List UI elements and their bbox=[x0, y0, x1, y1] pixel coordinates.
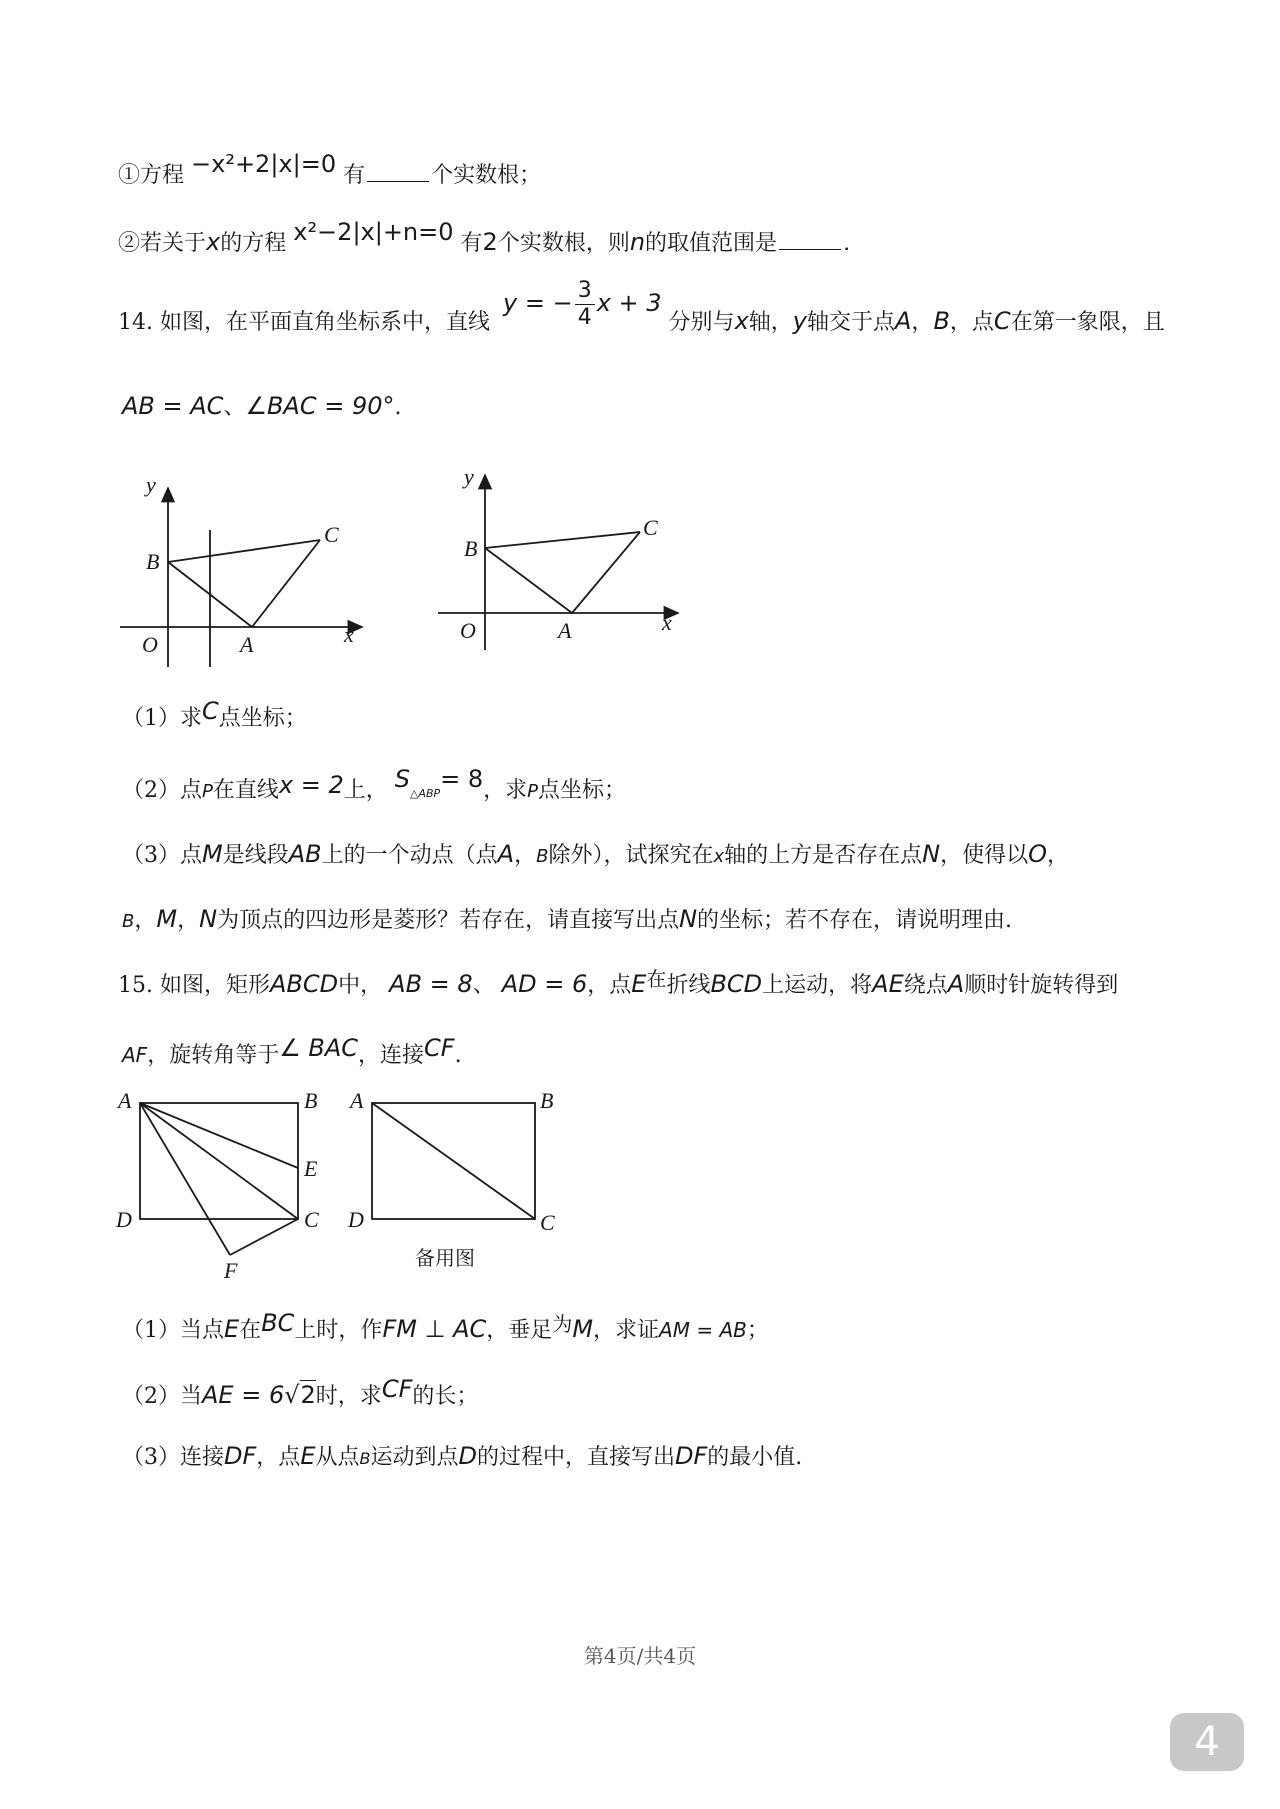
q15-sub2 bbox=[122, 1375, 479, 1410]
question-number: 14. bbox=[118, 309, 153, 335]
fig2-label-B: B bbox=[464, 536, 478, 561]
math: AB = AC bbox=[122, 392, 224, 420]
text: ， bbox=[911, 309, 934, 335]
math: A bbox=[497, 840, 515, 868]
text: 时，求 bbox=[315, 1384, 382, 1409]
math: M bbox=[572, 1315, 594, 1343]
text: 的坐标；若不存在，请说明理由. bbox=[697, 908, 1013, 933]
math: A bbox=[895, 306, 912, 335]
text: 在第一象限，且 bbox=[1010, 309, 1165, 335]
q14-sub3-line2 bbox=[122, 905, 1012, 934]
line-equation bbox=[503, 278, 662, 332]
math: y bbox=[792, 306, 807, 335]
segment-BA bbox=[485, 548, 572, 613]
text: ，求证 bbox=[593, 1318, 660, 1343]
q14-sub1 bbox=[122, 697, 307, 732]
fig-label-A: A bbox=[118, 1088, 132, 1113]
text: 上运动，将 bbox=[762, 973, 873, 998]
text: 为顶点的四边形是菱形？若存在，请直接写出点 bbox=[217, 908, 680, 933]
text: ②若关于 bbox=[118, 231, 207, 256]
answer-blank bbox=[367, 163, 429, 182]
text: （3）连接 bbox=[122, 1445, 224, 1470]
denominator: 4 bbox=[577, 305, 592, 331]
text: （2）当 bbox=[122, 1384, 202, 1409]
fig1-label-C: C bbox=[324, 522, 339, 547]
text: 顺时针旋转得到 bbox=[964, 973, 1119, 998]
math: C bbox=[993, 306, 1011, 335]
segment-AC bbox=[572, 532, 640, 613]
radicand: 2 bbox=[300, 1381, 316, 1409]
math: P bbox=[527, 781, 539, 802]
math: 2 bbox=[482, 228, 498, 256]
segment-BC bbox=[485, 532, 640, 548]
q14-sub2 bbox=[122, 765, 627, 804]
math: DF bbox=[675, 1442, 708, 1470]
text: 分别与 bbox=[668, 309, 735, 335]
fig1-label-x: x bbox=[344, 622, 354, 647]
text: 点坐标； bbox=[218, 706, 307, 731]
math: B bbox=[536, 846, 549, 867]
spare-label-A: A bbox=[350, 1088, 364, 1113]
math: AB bbox=[288, 840, 322, 868]
text: 上， bbox=[343, 778, 388, 803]
text: ，使得以 bbox=[940, 843, 1029, 868]
text: ，垂足 bbox=[486, 1318, 553, 1343]
fig2-label-C: C bbox=[643, 515, 658, 540]
text: 中， bbox=[338, 973, 383, 998]
math: = 8 bbox=[440, 765, 484, 793]
q14-sub3-line1 bbox=[122, 840, 1069, 869]
text: ， bbox=[177, 908, 200, 933]
q14-figures bbox=[110, 470, 690, 680]
math: E bbox=[300, 1442, 316, 1470]
segment-AF bbox=[140, 1103, 230, 1255]
question-number: 15. bbox=[118, 973, 153, 998]
diagonal-AC bbox=[140, 1103, 298, 1219]
text: 的方程 bbox=[220, 231, 287, 256]
math: x bbox=[206, 228, 221, 256]
math: x = 2 bbox=[278, 771, 344, 799]
math: E bbox=[224, 1315, 240, 1343]
q14-stem bbox=[118, 278, 1165, 350]
text: 如图，在平面直角坐标系中，直线 bbox=[160, 309, 491, 335]
math: O bbox=[1028, 840, 1047, 868]
math: y = − bbox=[503, 288, 573, 317]
text: （3）点 bbox=[122, 843, 202, 868]
text: . bbox=[454, 1043, 462, 1068]
answer-blank bbox=[779, 231, 841, 250]
text: 上的一个动点（点 bbox=[321, 843, 498, 868]
sqrt-sign: √ bbox=[284, 1381, 300, 1409]
text: ， bbox=[1046, 843, 1069, 868]
math: AB = 8 bbox=[389, 970, 473, 998]
math: CF bbox=[381, 1375, 413, 1403]
text: . bbox=[843, 231, 851, 256]
math: P bbox=[202, 781, 213, 802]
math: B bbox=[359, 1449, 371, 1468]
math: x bbox=[734, 306, 749, 335]
text: 轴交于点 bbox=[806, 309, 895, 335]
text: 在直线 bbox=[212, 778, 279, 803]
math: D bbox=[458, 1442, 477, 1470]
fig2-label-O: O bbox=[460, 618, 476, 643]
math: BCD bbox=[710, 970, 763, 998]
q15-sub3 bbox=[122, 1442, 802, 1471]
math: N bbox=[922, 840, 941, 868]
equation: x²−2|x|+n=0 bbox=[293, 218, 454, 246]
text: ，点 bbox=[256, 1445, 301, 1470]
math: CF bbox=[424, 1034, 455, 1062]
text: 运动到点 bbox=[370, 1445, 459, 1470]
fig2-label-x: x bbox=[662, 610, 672, 635]
fig1-label-y: y bbox=[146, 472, 156, 497]
text: 、 bbox=[223, 395, 246, 420]
math: E bbox=[631, 970, 647, 998]
q13-part2 bbox=[118, 218, 851, 257]
math: M bbox=[202, 840, 223, 868]
text: 的过程中，直接写出 bbox=[476, 1445, 675, 1470]
q15-sub1 bbox=[122, 1309, 769, 1344]
math: BC bbox=[261, 1309, 295, 1337]
segment-AC bbox=[252, 540, 320, 627]
text: 、 bbox=[472, 973, 495, 998]
math: AE = 6 bbox=[202, 1381, 285, 1409]
spare-label-B: B bbox=[540, 1088, 554, 1113]
text: 为 bbox=[552, 1312, 573, 1336]
math-subscript: △ABP bbox=[409, 787, 441, 800]
fig-label-E: E bbox=[304, 1156, 318, 1181]
page-footer: 第4页/共4页 bbox=[583, 1644, 697, 1668]
math: N bbox=[199, 905, 218, 933]
math: AM = AB bbox=[659, 1318, 747, 1342]
text: ， bbox=[134, 908, 157, 933]
math: C bbox=[202, 697, 219, 725]
text: （1）当点 bbox=[122, 1318, 224, 1343]
math: B bbox=[122, 911, 135, 932]
text: ，连接 bbox=[358, 1043, 425, 1068]
text: 个实数根，则 bbox=[497, 231, 630, 256]
text: 有 bbox=[343, 163, 366, 188]
text: （1）求 bbox=[122, 706, 202, 731]
math: AD = 6 bbox=[501, 970, 588, 998]
fraction bbox=[575, 278, 595, 332]
segment-BC bbox=[168, 540, 320, 562]
text: 从点 bbox=[315, 1445, 360, 1470]
page-number-badge[interactable]: 4 bbox=[1170, 1713, 1244, 1771]
text: 折线 bbox=[666, 973, 711, 998]
math: M bbox=[156, 905, 178, 933]
text: 有 bbox=[460, 231, 483, 256]
math: FM ⊥ AC bbox=[382, 1315, 487, 1343]
math: N bbox=[679, 905, 698, 933]
fig2-label-A: A bbox=[558, 618, 572, 643]
text: ，求 bbox=[483, 778, 528, 803]
math: n bbox=[629, 228, 646, 256]
text: ，点 bbox=[949, 309, 994, 335]
q13-part1 bbox=[118, 150, 542, 189]
fig1-label-B: B bbox=[146, 549, 160, 574]
math: ∠ BAC bbox=[279, 1034, 358, 1062]
text: 个实数根； bbox=[431, 163, 542, 188]
fig-label-B: B bbox=[304, 1088, 318, 1113]
numerator: 3 bbox=[575, 278, 595, 305]
text: ， bbox=[514, 843, 537, 868]
fig-label-C: C bbox=[304, 1207, 319, 1232]
text: （2）点 bbox=[122, 778, 202, 803]
text: ，点 bbox=[587, 973, 632, 998]
q15-stem-line2 bbox=[122, 1034, 462, 1069]
text: . bbox=[394, 395, 402, 420]
text: 在 bbox=[239, 1318, 262, 1343]
math: AE bbox=[872, 970, 904, 998]
spare-label-C: C bbox=[540, 1210, 555, 1235]
text: 的长； bbox=[412, 1384, 479, 1409]
q14-conditions bbox=[122, 392, 402, 421]
text: 在 bbox=[646, 967, 667, 991]
text: 是线段 bbox=[222, 843, 289, 868]
fig-label-F: F bbox=[224, 1258, 238, 1283]
math: ABCD bbox=[270, 970, 339, 998]
text: 点坐标； bbox=[538, 778, 627, 803]
math: B bbox=[933, 306, 950, 335]
text: 上时，作 bbox=[294, 1318, 383, 1343]
segment-AE bbox=[140, 1103, 298, 1168]
text: 如图，矩形 bbox=[160, 973, 271, 998]
text: ，旋转角等于 bbox=[147, 1043, 280, 1068]
diagonal-AC bbox=[372, 1103, 535, 1219]
math: ∠BAC = 90° bbox=[245, 392, 395, 420]
segment-FC bbox=[230, 1219, 298, 1255]
q15-stem bbox=[118, 967, 1119, 999]
fig1-label-O: O bbox=[142, 632, 158, 657]
spare-figure-caption: 备用图 bbox=[415, 1246, 475, 1270]
math: A bbox=[947, 970, 965, 998]
q15-figure-spare bbox=[372, 1103, 535, 1219]
math: DF bbox=[224, 1442, 257, 1470]
math: x + 3 bbox=[596, 288, 662, 317]
fig-label-D: D bbox=[116, 1207, 132, 1232]
text: 的取值范围是 bbox=[645, 231, 778, 256]
text: ； bbox=[746, 1318, 769, 1343]
fig1-label-A: A bbox=[240, 632, 254, 657]
math: S bbox=[394, 765, 410, 793]
text: 轴的上方是否存在点 bbox=[724, 843, 923, 868]
equation: −x²+2|x|=0 bbox=[191, 150, 337, 178]
text: 轴， bbox=[748, 309, 793, 335]
math: x bbox=[713, 846, 725, 867]
text: 绕点 bbox=[903, 973, 948, 998]
text: 除外），试探究在 bbox=[548, 843, 714, 868]
text: ①方程 bbox=[118, 163, 185, 188]
fig2-label-y: y bbox=[464, 470, 474, 489]
math: AF bbox=[122, 1043, 148, 1067]
text: 的最小值. bbox=[707, 1445, 803, 1470]
q15-figures bbox=[110, 1085, 590, 1285]
spare-label-D: D bbox=[348, 1207, 364, 1232]
q15-figure-main bbox=[140, 1103, 298, 1255]
